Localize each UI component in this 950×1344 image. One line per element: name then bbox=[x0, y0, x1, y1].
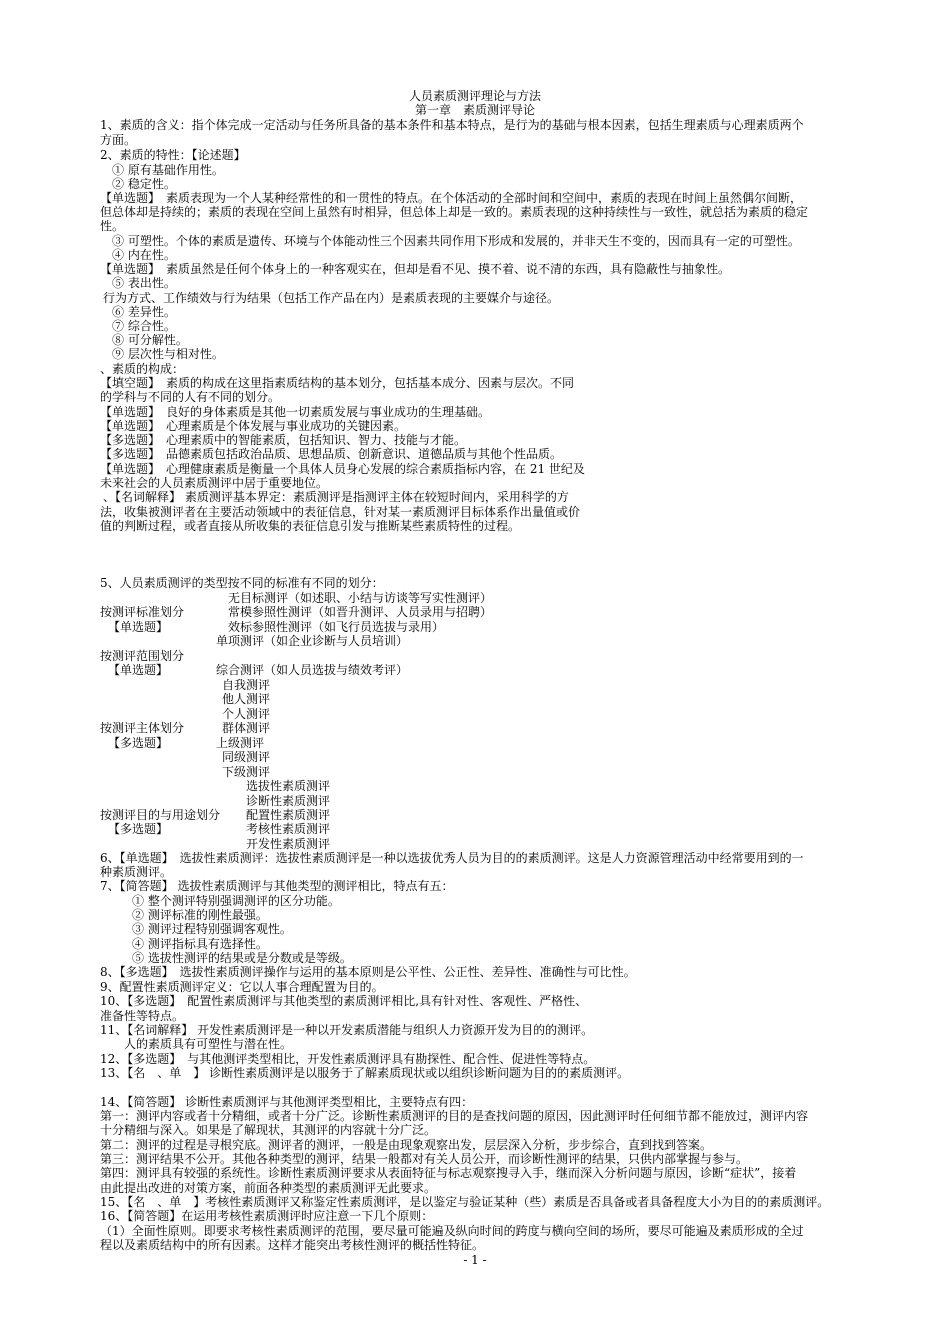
text-line: 15、【名 、单 】考核性素质测评又称鉴定性素质测评，是以鉴定与验证某种（些）素质是否具备或者具备程度大小为目的的素质测评。 bbox=[100, 1195, 830, 1209]
text-line: ⑧ 可分解性。 bbox=[112, 333, 188, 347]
text-line: 第二：测评的过程是寻根究底。测评者的测评，一般是由现象观察出发，层层深入分析，步步综合，直到找到答案。 bbox=[100, 1138, 713, 1152]
text-line: 【多选题】 品德素质包括政治品质、思想品质、创新意识、道德品质与其他个性品质。 bbox=[100, 447, 563, 461]
text-line: 个人测评 bbox=[222, 707, 271, 721]
text-line: 按测评范围划分 bbox=[100, 649, 185, 663]
text-line: ④ 测评指标具有选择性。 bbox=[132, 937, 268, 951]
text-line: 常模参照性测评（如晋升测评、人员录用与招聘） bbox=[228, 605, 493, 619]
text-line: 但总体却是持续的；素质的表现在空间上虽然有时相异，但总体上却是一致的。素质表现的这种持续性与一致性，就总括为素质的稳定 bbox=[100, 205, 809, 219]
text-line: 由此提出改进的对策方案，前面各种类型的素质测评无此要求。 bbox=[100, 1181, 437, 1195]
text-line: 下级测评 bbox=[222, 765, 271, 779]
text-line: （1）全面性原则。即要求考核性素质测评的范围，要尽量可能遍及纵向时间的跨度与横向空间的场所，要尽可能遍及素质形成的全过 bbox=[100, 1224, 804, 1238]
text-line: ⑤ 选拔性测评的结果或是分数或是等级。 bbox=[132, 951, 352, 965]
text-line: 法，收集被测评者在主要活动领域中的表征信息，针对某一素质测评目标体系作出量值或价 bbox=[100, 505, 581, 519]
text-line: 考核性素质测评 bbox=[246, 822, 331, 836]
text-line: 方面。 bbox=[100, 133, 137, 147]
text-line: 群体测评 bbox=[222, 721, 271, 735]
text-line: 配置性素质测评 bbox=[246, 808, 331, 822]
text-line: 程以及素质结构中的所有因素。这样才能突出考核性测评的概括性特征。 bbox=[100, 1238, 485, 1252]
text-line: 第三：测评结果不公开。其他各种类型的测评，结果一般都对有关人员公开，而诊断性测评的结果，只供内部掌握与参与。 bbox=[100, 1152, 749, 1166]
text-line: 按测评标准划分 bbox=[100, 605, 185, 619]
text-line: 综合测评（如人员选拔与绩效考评） bbox=[216, 663, 409, 677]
text-line: 10、【多选题】 配置性素质测评与其他类型的素质测评相比,具有针对性、客观性、严格性、 bbox=[100, 994, 588, 1008]
text-line: 【单选题】 良好的身体素质是其他一切素质发展与事业成功的生理基础。 bbox=[100, 405, 491, 419]
text-line: ⑨ 层次性与相对性。 bbox=[112, 347, 224, 361]
text-line: 行为方式、工作绩效与行为结果（包括工作产品在内）是素质表现的主要媒介与途径。 bbox=[103, 291, 560, 305]
text-line: ① 整个测评特别强调测评的区分功能。 bbox=[132, 894, 340, 908]
text-line: 5、人员素质测评的类型按不同的标准有不同的划分： bbox=[100, 576, 384, 590]
text-line: 【单选题】 素质表现为一个人某种经常性的和一贯性的特点。在个体活动的全部时间和空间中，素质的表现在时间上虽然偶尔间断， bbox=[100, 191, 803, 205]
text-line: ④ 内在性。 bbox=[112, 248, 176, 262]
text-line: 2、素质的特性：【论述题】 bbox=[100, 148, 246, 162]
text-line: 【单选题】 心理素质是个体发展与事业成功的关键因素。 bbox=[100, 419, 407, 433]
text-line: 单项测评（如企业诊断与人员培训） bbox=[216, 634, 409, 648]
text-line: 选拔性素质测评 bbox=[246, 779, 331, 793]
text-line: 按测评主体划分 bbox=[100, 721, 185, 735]
text-line: 第一：测评内容或者十分精细，或者十分广泛。诊断性素质测评的目的是查找问题的原因，因此测评时任何细节都不能放过，测评内容 bbox=[100, 1109, 809, 1123]
text-line: 【填空题】 素质的构成在这里指素质结构的基本划分，包括基本成分、因素与层次。不同 bbox=[100, 376, 575, 390]
page-number: - 1 - bbox=[463, 1253, 487, 1267]
text-line: ① 原有基础作用性。 bbox=[112, 163, 224, 177]
text-line: 按测评目的与用途划分 bbox=[100, 808, 221, 822]
text-line: 1、素质的含义：指个体完成一定活动与任务所具备的基本条件和基本特点，是行为的基础与根本因素，包括生理素质与心理素质两个 bbox=[100, 118, 804, 132]
text-line: ⑥ 差异性。 bbox=[112, 305, 176, 319]
text-line: 、素质的构成： bbox=[100, 362, 185, 376]
text-line: 【多选题】 bbox=[108, 822, 169, 836]
text-line: 无目标测评（如述职、小结与访谈等写实性测评） bbox=[228, 591, 493, 605]
text-line: ② 稳定性。 bbox=[112, 177, 176, 191]
text-line: ③ 测评过程特别强调客观性。 bbox=[132, 922, 292, 936]
text-line: 人的素质具有可塑性与潜在性。 bbox=[124, 1037, 293, 1051]
text-line: 的学科与不同的人有不同的划分。 bbox=[100, 390, 281, 404]
text-line: ⑤ 表出性。 bbox=[112, 276, 176, 290]
text-line: 【单选题】 心理健康素质是衡量一个具体人员身心发展的综合素质指标内容，在 21 世纪及 bbox=[100, 462, 585, 476]
text-line: 开发性素质测评 bbox=[246, 837, 331, 851]
text-line: 6、【单选题】 选拔性素质测评：选拔性素质测评是一种以选拔优秀人员为目的的素质测评。这是人力资源管理活动中经常要用到的一 bbox=[100, 851, 804, 865]
text-line: 12、【多选题】 与其他测评类型相比，开发性素质测评具有勘探性、配合性、促进性等特点。 bbox=[100, 1052, 596, 1066]
text-line: 7、【简答题】 选拔性素质测评与其他类型的测评相比，特点有五： bbox=[100, 879, 454, 893]
text-line: 8、【多选题】 选拔性素质测评操作与运用的基本原则是公平性、公正性、差异性、准确性与可比性。 bbox=[100, 965, 636, 979]
text-line: 【多选题】 心理素质中的智能素质，包括知识、智力、技能与才能。 bbox=[100, 433, 467, 447]
document-title: 人员素质测评理论与方法 bbox=[408, 89, 541, 103]
text-line: 【单选题】 bbox=[108, 620, 169, 634]
text-line: 效标参照性测评（如飞行员选拔与录用） bbox=[228, 620, 445, 634]
text-line: 第四：测评具有较强的系统性。诊断性素质测评要求从表面特征与标志观察搜寻入手，继而深入分析问题与原因，诊断“症状”，接着 bbox=[100, 1166, 797, 1180]
text-line: 他人测评 bbox=[222, 692, 271, 706]
text-line: 上级测评 bbox=[216, 736, 265, 750]
text-line: 9、配置性素质测评定义：它以人事合理配置为目的。 bbox=[100, 980, 384, 994]
text-line: 、【名词解释】 素质测评基本界定：素质测评是指测评主体在较短时间内，采用科学的方 bbox=[103, 490, 569, 504]
text-line: ③ 可塑性。个体的素质是遗传、环境与个体能动性三个因素共同作用下形成和发展的，并非天生不变的，因而具有一定的可塑性。 bbox=[112, 234, 800, 248]
text-line: 16、【简答题】在运用考核性素质测评时应注意一下几个原则： bbox=[100, 1209, 434, 1223]
text-line: 14、【简答题】 诊断性素质测评与其他测评类型相比，主要特点有四： bbox=[100, 1095, 474, 1109]
text-line: 同级测评 bbox=[222, 750, 271, 764]
text-line: 准备性等特点。 bbox=[100, 1009, 185, 1023]
text-line: ② 测评标准的刚性最强。 bbox=[132, 908, 268, 922]
text-line: 性。 bbox=[100, 219, 125, 233]
text-line: 诊断性素质测评 bbox=[246, 794, 331, 808]
text-line: 十分精细与深入。如果是了解现状，其测评的内容就十分广泛。 bbox=[100, 1123, 437, 1137]
text-line: 【多选题】 bbox=[108, 736, 169, 750]
text-line: 【单选题】 bbox=[108, 663, 169, 677]
text-line: 13、【名 、单 】 诊断性素质测评是以服务于了解素质现状或以组织诊断问题为目的的素质测评。 bbox=[100, 1066, 630, 1080]
text-line: 【单选题】 素质虽然是任何个体身上的一种客观实在，但却是看不见、摸不着、说不清的东西，具有隐蔽性与抽象性。 bbox=[100, 262, 731, 276]
text-line: 未来社会的人员素质测评中居于重要地位。 bbox=[100, 476, 329, 490]
text-line: 自我测评 bbox=[222, 678, 271, 692]
text-line: 11、【名词解释】 开发性素质测评是一种以开发素质潜能与组织人力资源开发为目的的测评。 bbox=[100, 1023, 594, 1037]
chapter-heading: 第一章 素质测评导论 bbox=[414, 103, 535, 117]
text-line: ⑦ 综合性。 bbox=[112, 319, 176, 333]
text-line: 种素质测评。 bbox=[100, 865, 173, 879]
text-line: 值的判断过程，或者直接从所收集的表征信息引发与推断某些素质特性的过程。 bbox=[100, 519, 521, 533]
